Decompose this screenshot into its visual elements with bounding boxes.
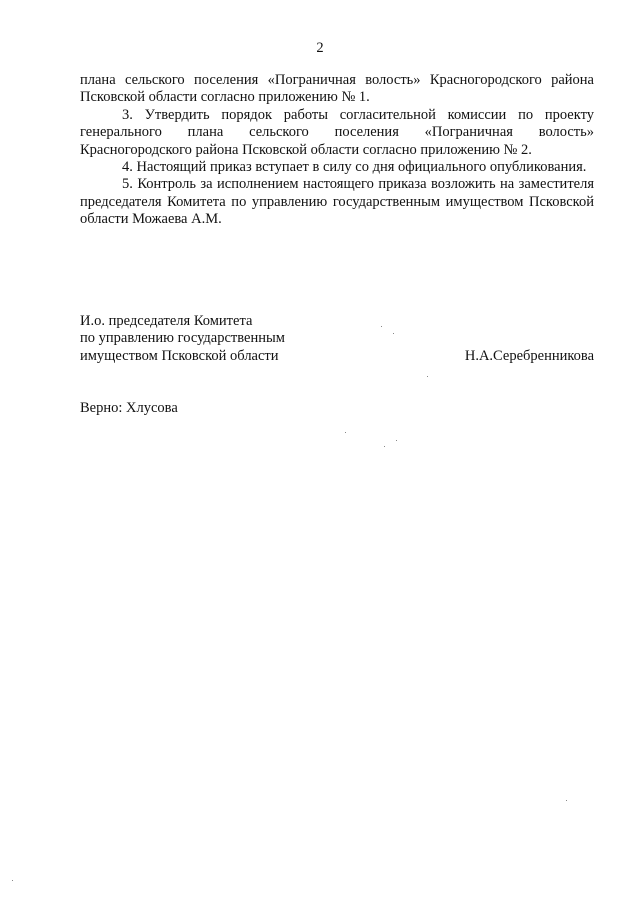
- scan-speck: [566, 800, 567, 801]
- scan-speck: [345, 432, 346, 433]
- signatory-title-line-1: И.о. председателя Комитета: [80, 313, 253, 329]
- document-body: [80, 72, 594, 229]
- paragraph-item-4: 4. Настоящий приказ вступает в силу со дня официального опубликования.: [122, 159, 587, 176]
- scan-speck: [384, 446, 385, 447]
- scan-speck: [427, 376, 428, 377]
- paragraph-item-5: 5. Контроль за исполнением настоящего приказа возложить на заместителя председателя Комитета по управлению государственным имуществом Псковской области Можаева А.М.: [80, 176, 594, 228]
- scan-speck: [12, 880, 13, 881]
- page-number: 2: [316, 40, 324, 56]
- scan-speck: [381, 326, 382, 327]
- verification-note: Верно: Хлусова: [80, 400, 178, 416]
- signatory-name: Н.А.Серебренникова: [464, 347, 594, 364]
- scan-speck: [393, 333, 394, 334]
- signatory-title-line-2: по управлению государственным: [80, 330, 285, 347]
- signatory-title-line-3: имуществом Псковской области: [80, 347, 279, 364]
- paragraph-item-3: 3. Утвердить порядок работы согласительной комиссии по проекту генерального плана сельского поселения «Пограничная волость» Красногородского района Псковской области согласно приложению № 2.: [80, 106, 594, 158]
- scan-speck: [396, 440, 397, 441]
- signature-block: [80, 313, 594, 365]
- paragraph-continuation: плана сельского поселения «Пограничная волость» Красногородского района Псковской области согласно приложению № 1.: [80, 72, 594, 106]
